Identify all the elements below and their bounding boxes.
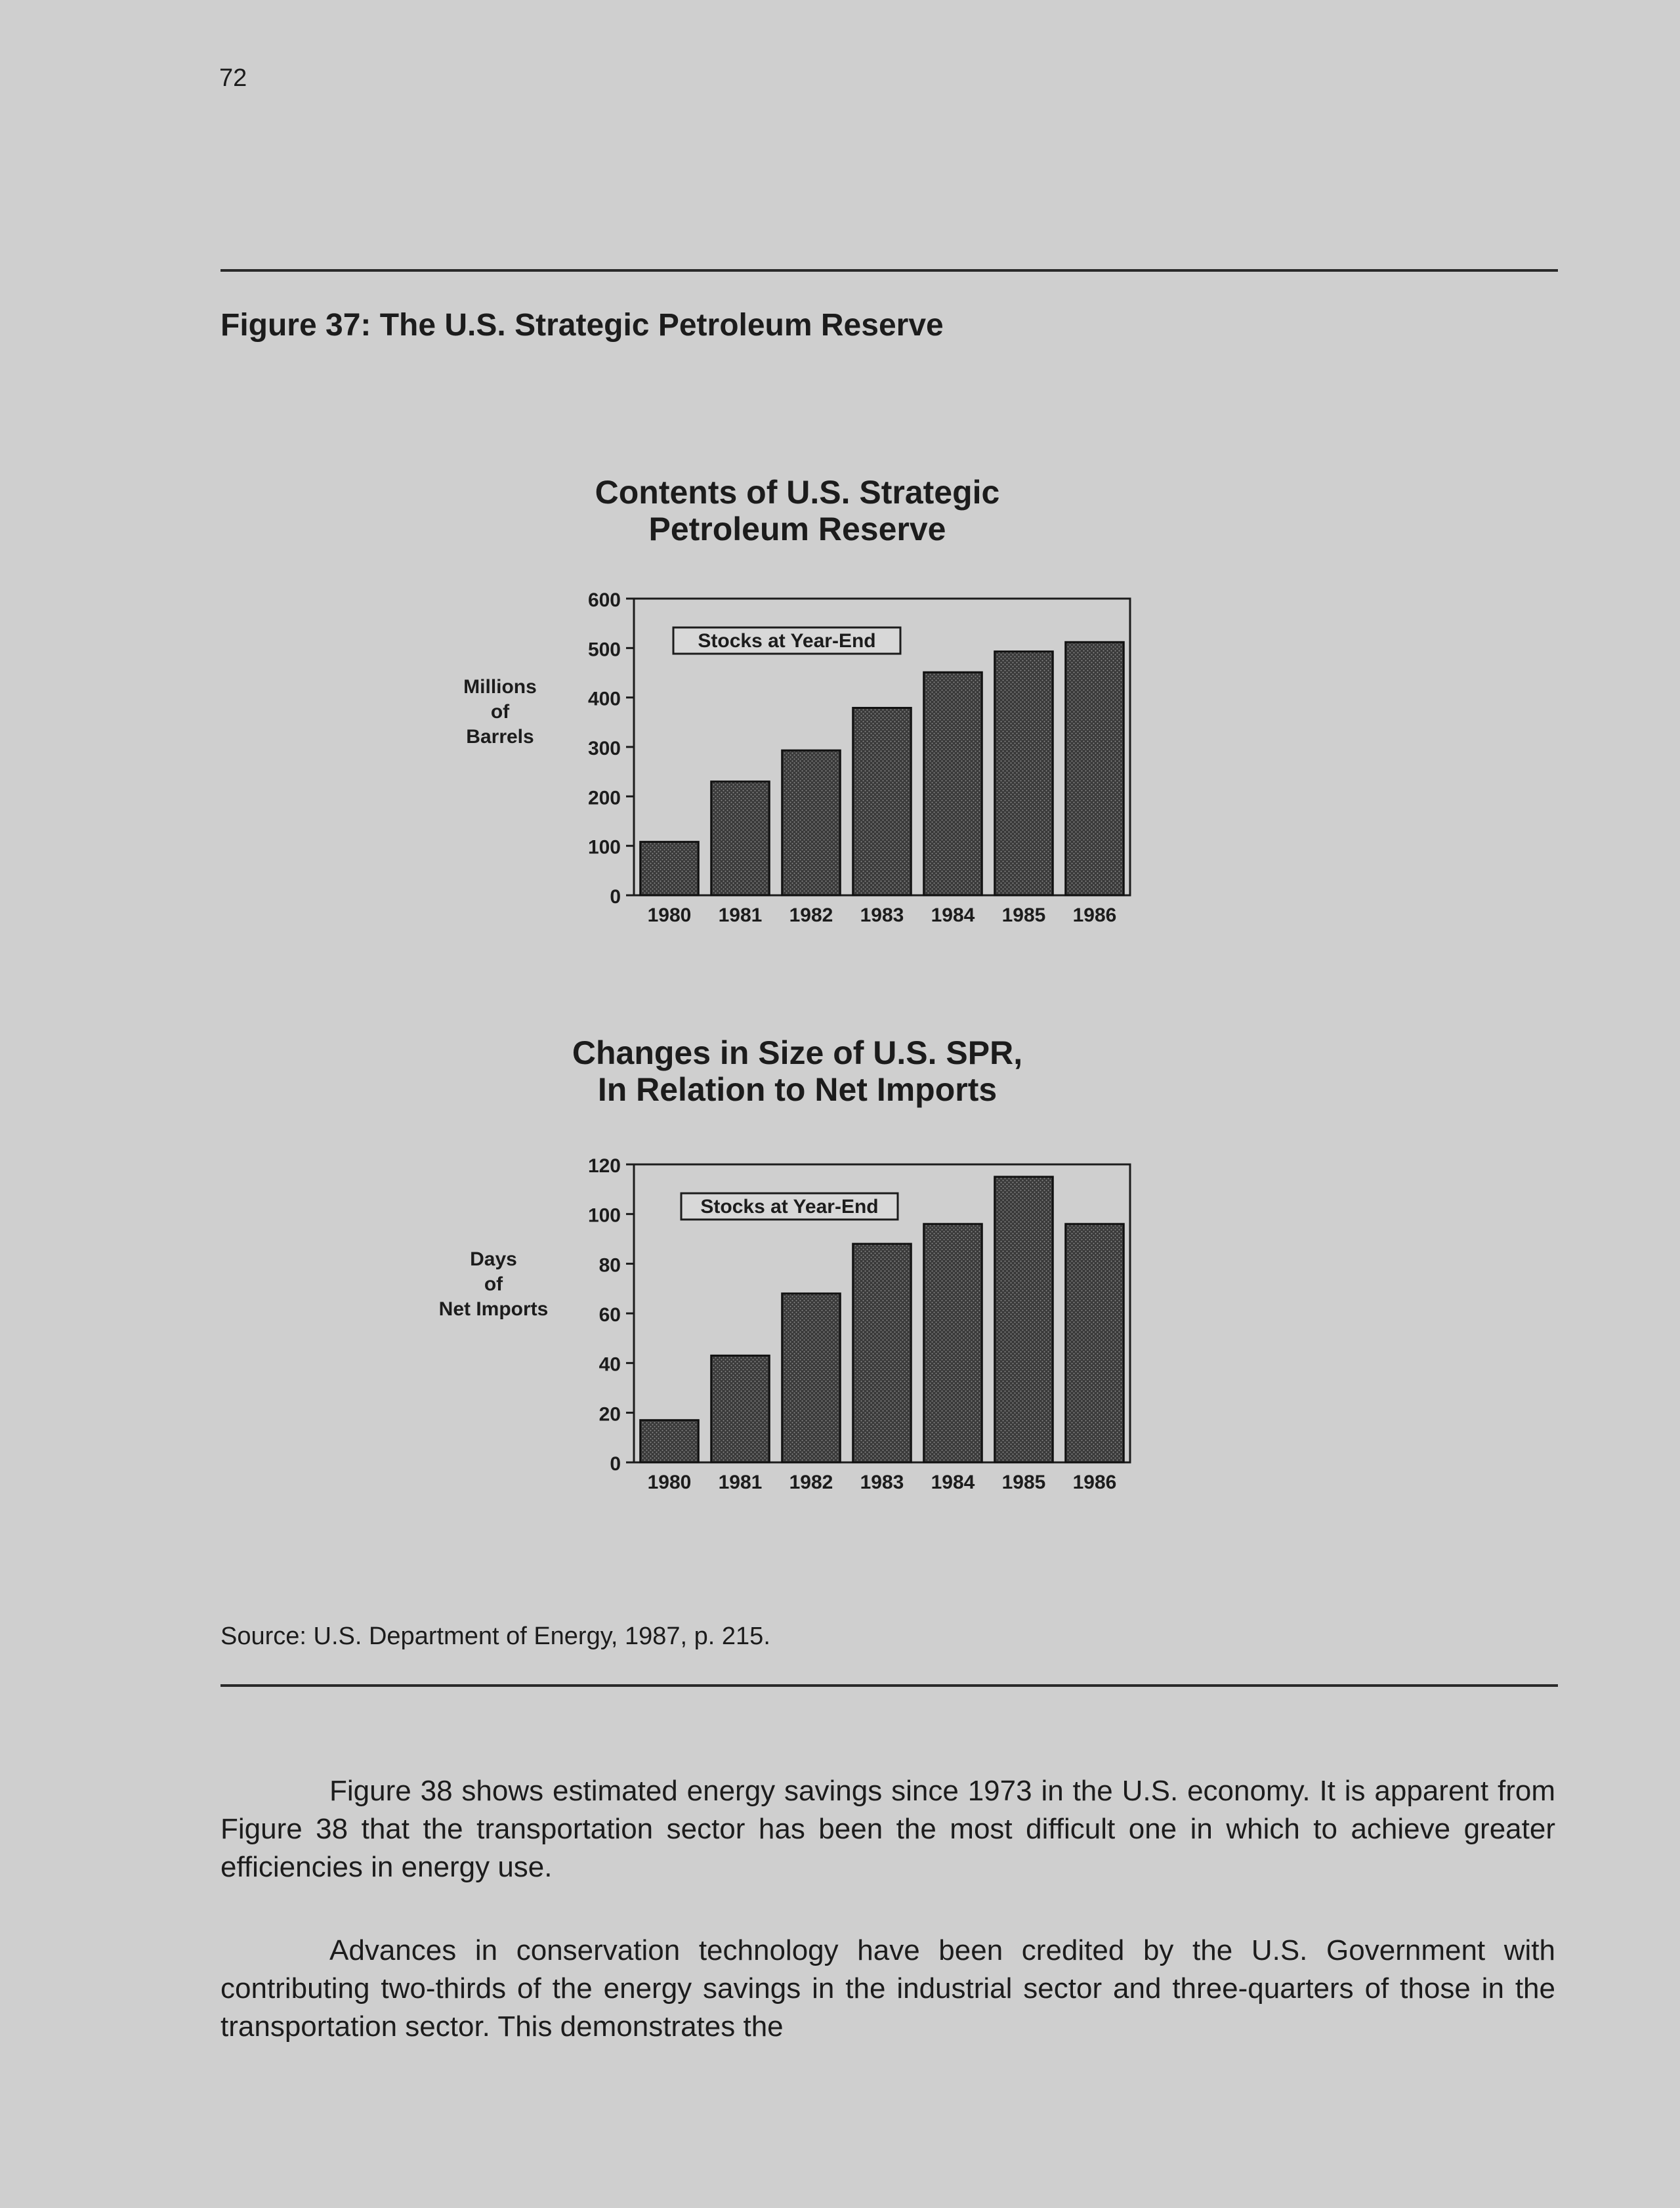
y-axis-label-line: Millions	[463, 676, 537, 698]
y-tick-label: 500	[587, 639, 621, 661]
x-tick-label: 1981	[718, 904, 763, 926]
bar-1986	[1066, 1224, 1124, 1462]
x-tick-label: 1985	[1001, 904, 1046, 926]
chart1-title-line-1: Contents of U.S. Strategic	[595, 474, 1000, 511]
bar-1983	[853, 1244, 912, 1462]
y-tick-label: 400	[587, 688, 621, 710]
x-tick-label: 1986	[1072, 904, 1117, 926]
x-tick-label: 1984	[931, 904, 975, 926]
y-tick-label: 100	[587, 836, 621, 859]
y-tick-label: 0	[610, 886, 621, 908]
chart2-title-line-2: In Relation to Net Imports	[597, 1071, 998, 1108]
legend-label: Stocks at Year-End	[698, 630, 876, 652]
paragraph-2: Advances in conservation technology have been credited by the U.S. Government with contributing two-thirds of the energy savings in the industrial sector and three-quarters of those in the transportation sector. This demonstrates the	[220, 1934, 1555, 2043]
bar-1982	[782, 1294, 841, 1462]
bar-1986	[1066, 642, 1124, 895]
figure-title: Figure 37: The U.S. Strategic Petroleum Reserve	[220, 308, 944, 343]
bar-1981	[711, 1355, 770, 1462]
bar-1985	[995, 652, 1053, 895]
y-tick-label: 60	[598, 1304, 621, 1326]
y-tick-label: 600	[587, 589, 621, 611]
x-tick-label: 1983	[860, 1472, 904, 1493]
bar-1983	[853, 708, 912, 895]
bar-1980	[640, 1420, 699, 1462]
x-tick-label: 1983	[860, 904, 904, 926]
bar-1982	[782, 750, 841, 895]
bottom-rule	[220, 1684, 1558, 1687]
x-tick-label: 1982	[789, 904, 833, 926]
x-tick-label: 1980	[647, 904, 692, 926]
y-tick-label: 0	[610, 1453, 621, 1475]
y-tick-label: 40	[598, 1353, 621, 1376]
y-tick-label: 120	[587, 1155, 621, 1177]
x-tick-label: 1981	[718, 1472, 763, 1493]
y-axis-label-line: Days	[470, 1248, 517, 1270]
chart-2	[439, 1155, 1130, 1493]
legend-label: Stocks at Year-End	[700, 1196, 879, 1218]
y-axis-label-line: of	[484, 1273, 503, 1295]
page-number: 72	[219, 64, 247, 92]
chart1-title-line-2: Petroleum Reserve	[648, 511, 946, 547]
y-axis-label-line: Barrels	[466, 726, 534, 748]
paragraph-1: Figure 38 shows estimated energy savings since 1973 in the U.S. economy. It is apparent from Figure 38 that the transportation sector has been the most difficult one in which to achieve greater efficiencies in energy use.	[220, 1775, 1555, 1883]
y-tick-label: 20	[598, 1403, 621, 1426]
bar-1981	[711, 782, 770, 895]
chart2-title-line-1: Changes in Size of U.S. SPR,	[572, 1034, 1023, 1071]
source-note: Source: U.S. Department of Energy, 1987, p. 215.	[220, 1623, 770, 1650]
x-tick-label: 1984	[931, 1472, 975, 1493]
y-axis-label-line: Net Imports	[438, 1298, 549, 1320]
bar-1985	[995, 1177, 1053, 1462]
x-tick-label: 1982	[789, 1472, 833, 1493]
bar-1984	[924, 1224, 982, 1462]
y-tick-label: 80	[598, 1254, 621, 1277]
y-tick-label: 200	[587, 787, 621, 809]
bar-1980	[640, 842, 699, 895]
x-tick-label: 1980	[647, 1472, 692, 1493]
x-tick-label: 1985	[1001, 1472, 1046, 1493]
x-tick-label: 1986	[1072, 1472, 1117, 1493]
y-tick-label: 300	[587, 738, 621, 759]
y-tick-label: 100	[587, 1204, 621, 1227]
y-axis-label-line: of	[490, 701, 510, 723]
chart-1	[463, 589, 1130, 926]
bar-1984	[924, 672, 982, 895]
